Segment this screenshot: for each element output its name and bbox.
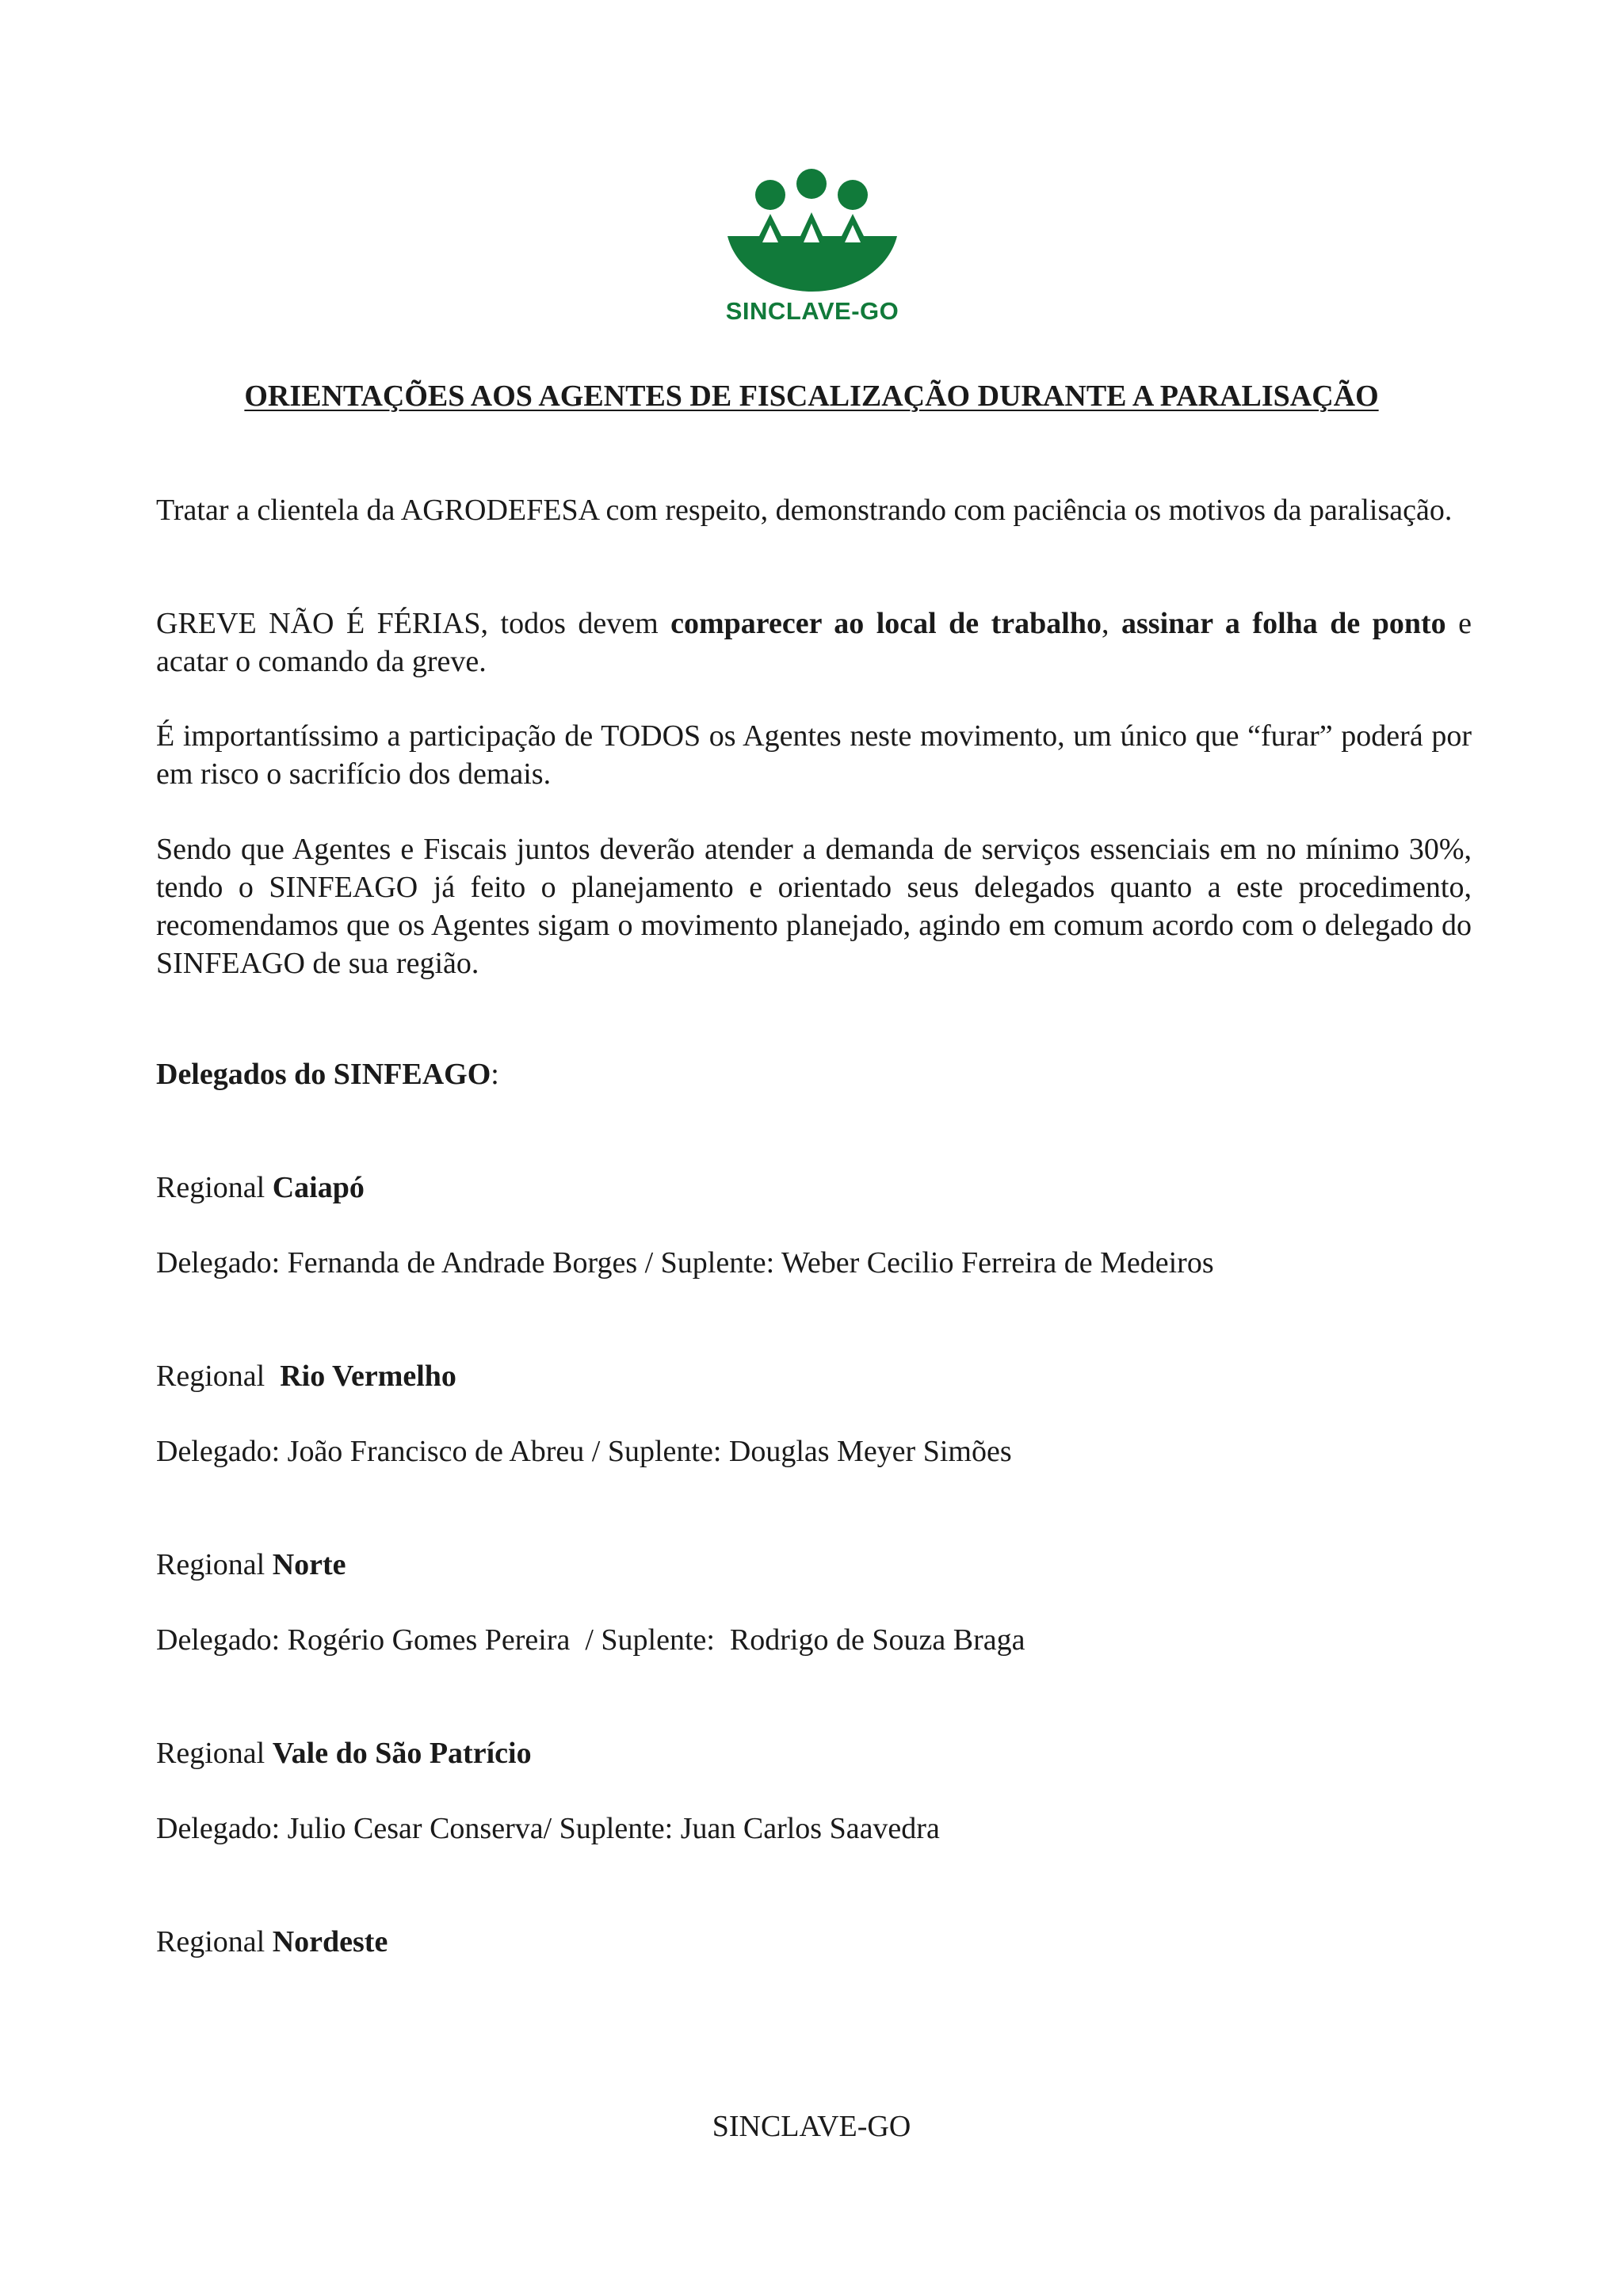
document-title: ORIENTAÇÕES AOS AGENTES DE FISCALIZAÇÃO DURANTE A PARALISAÇÃO bbox=[244, 379, 1379, 413]
p2-bold-attend-work: comparecer ao local de trabalho bbox=[670, 607, 1102, 640]
footer-signature: SINCLAVE-GO bbox=[712, 2110, 911, 2143]
paragraph-respect: Tratar a clientela da AGRODEFESA com respeito, demonstrando com paciência os motivos da paralisação. bbox=[156, 494, 1453, 527]
paragraph-essential-services: Sendo que Agentes e Fiscais juntos deverão atender a demanda de serviços essenciais em no mínimo 30%, tendo o SINFEAGO já feito o planejamento e orientado seus delegados quanto a este procedimento, recomendamos que os Agentes sigam o movimento planejado, agindo em comum acordo com o delegado do SINFEAGO de sua região. bbox=[156, 833, 1472, 980]
regional-caiapo-heading bbox=[156, 1169, 365, 1207]
regional-norte-heading bbox=[156, 1546, 346, 1584]
regional-prefix: Regional bbox=[156, 1548, 273, 1581]
regional-name: Vale do São Patrício bbox=[272, 1737, 532, 1770]
p2-text-2: , bbox=[1102, 607, 1121, 640]
logo-text: SINCLAVE-GO bbox=[725, 297, 899, 325]
regional-nordeste-heading bbox=[156, 1923, 388, 1961]
regional-vale-sao-patricio-delegate: Delegado: Julio Cesar Conserva/ Suplente: Juan Carlos Saavedra bbox=[156, 1812, 940, 1845]
delegates-heading-bold: Delegados do SINFEAGO bbox=[156, 1058, 491, 1091]
regional-caiapo-delegate: Delegado: Fernanda de Andrade Borges / Suplente: Weber Cecilio Ferreira de Medeiros bbox=[156, 1246, 1214, 1280]
regional-name: Rio Vermelho bbox=[280, 1360, 456, 1393]
delegates-heading bbox=[156, 1055, 499, 1093]
regional-name: Caiapó bbox=[272, 1171, 365, 1204]
regional-prefix: Regional bbox=[156, 1737, 273, 1770]
paragraph-strike-not-vacation bbox=[156, 605, 1472, 681]
regional-rio-vermelho-heading bbox=[156, 1357, 456, 1395]
delegates-heading-colon: : bbox=[491, 1058, 499, 1091]
regional-name: Nordeste bbox=[272, 1925, 388, 1958]
p2-text-1: GREVE NÃO É FÉRIAS, todos devem bbox=[156, 607, 671, 640]
document-body bbox=[156, 0, 1472, 2296]
regional-prefix: Regional bbox=[156, 1925, 273, 1958]
p2-bold-sign-timesheet: assinar a folha de ponto bbox=[1121, 607, 1446, 640]
paragraph-participation: É importantíssimo a participação de TODOS os Agentes neste movimento, um único que “furar” poderá por em risco o sacrifício dos demais. bbox=[156, 719, 1472, 791]
regional-name: Norte bbox=[272, 1548, 346, 1581]
regional-norte-delegate: Delegado: Rogério Gomes Pereira / Suplente: Rodrigo de Souza Braga bbox=[156, 1623, 1025, 1657]
regional-rio-vermelho-delegate: Delegado: João Francisco de Abreu / Suplente: Douglas Meyer Simões bbox=[156, 1435, 1012, 1468]
regional-vale-sao-patricio-heading bbox=[156, 1734, 532, 1772]
p2-text-3: e acatar o comando da greve. bbox=[156, 607, 1472, 678]
regional-prefix: Regional bbox=[156, 1360, 281, 1393]
regional-prefix: Regional bbox=[156, 1171, 273, 1204]
